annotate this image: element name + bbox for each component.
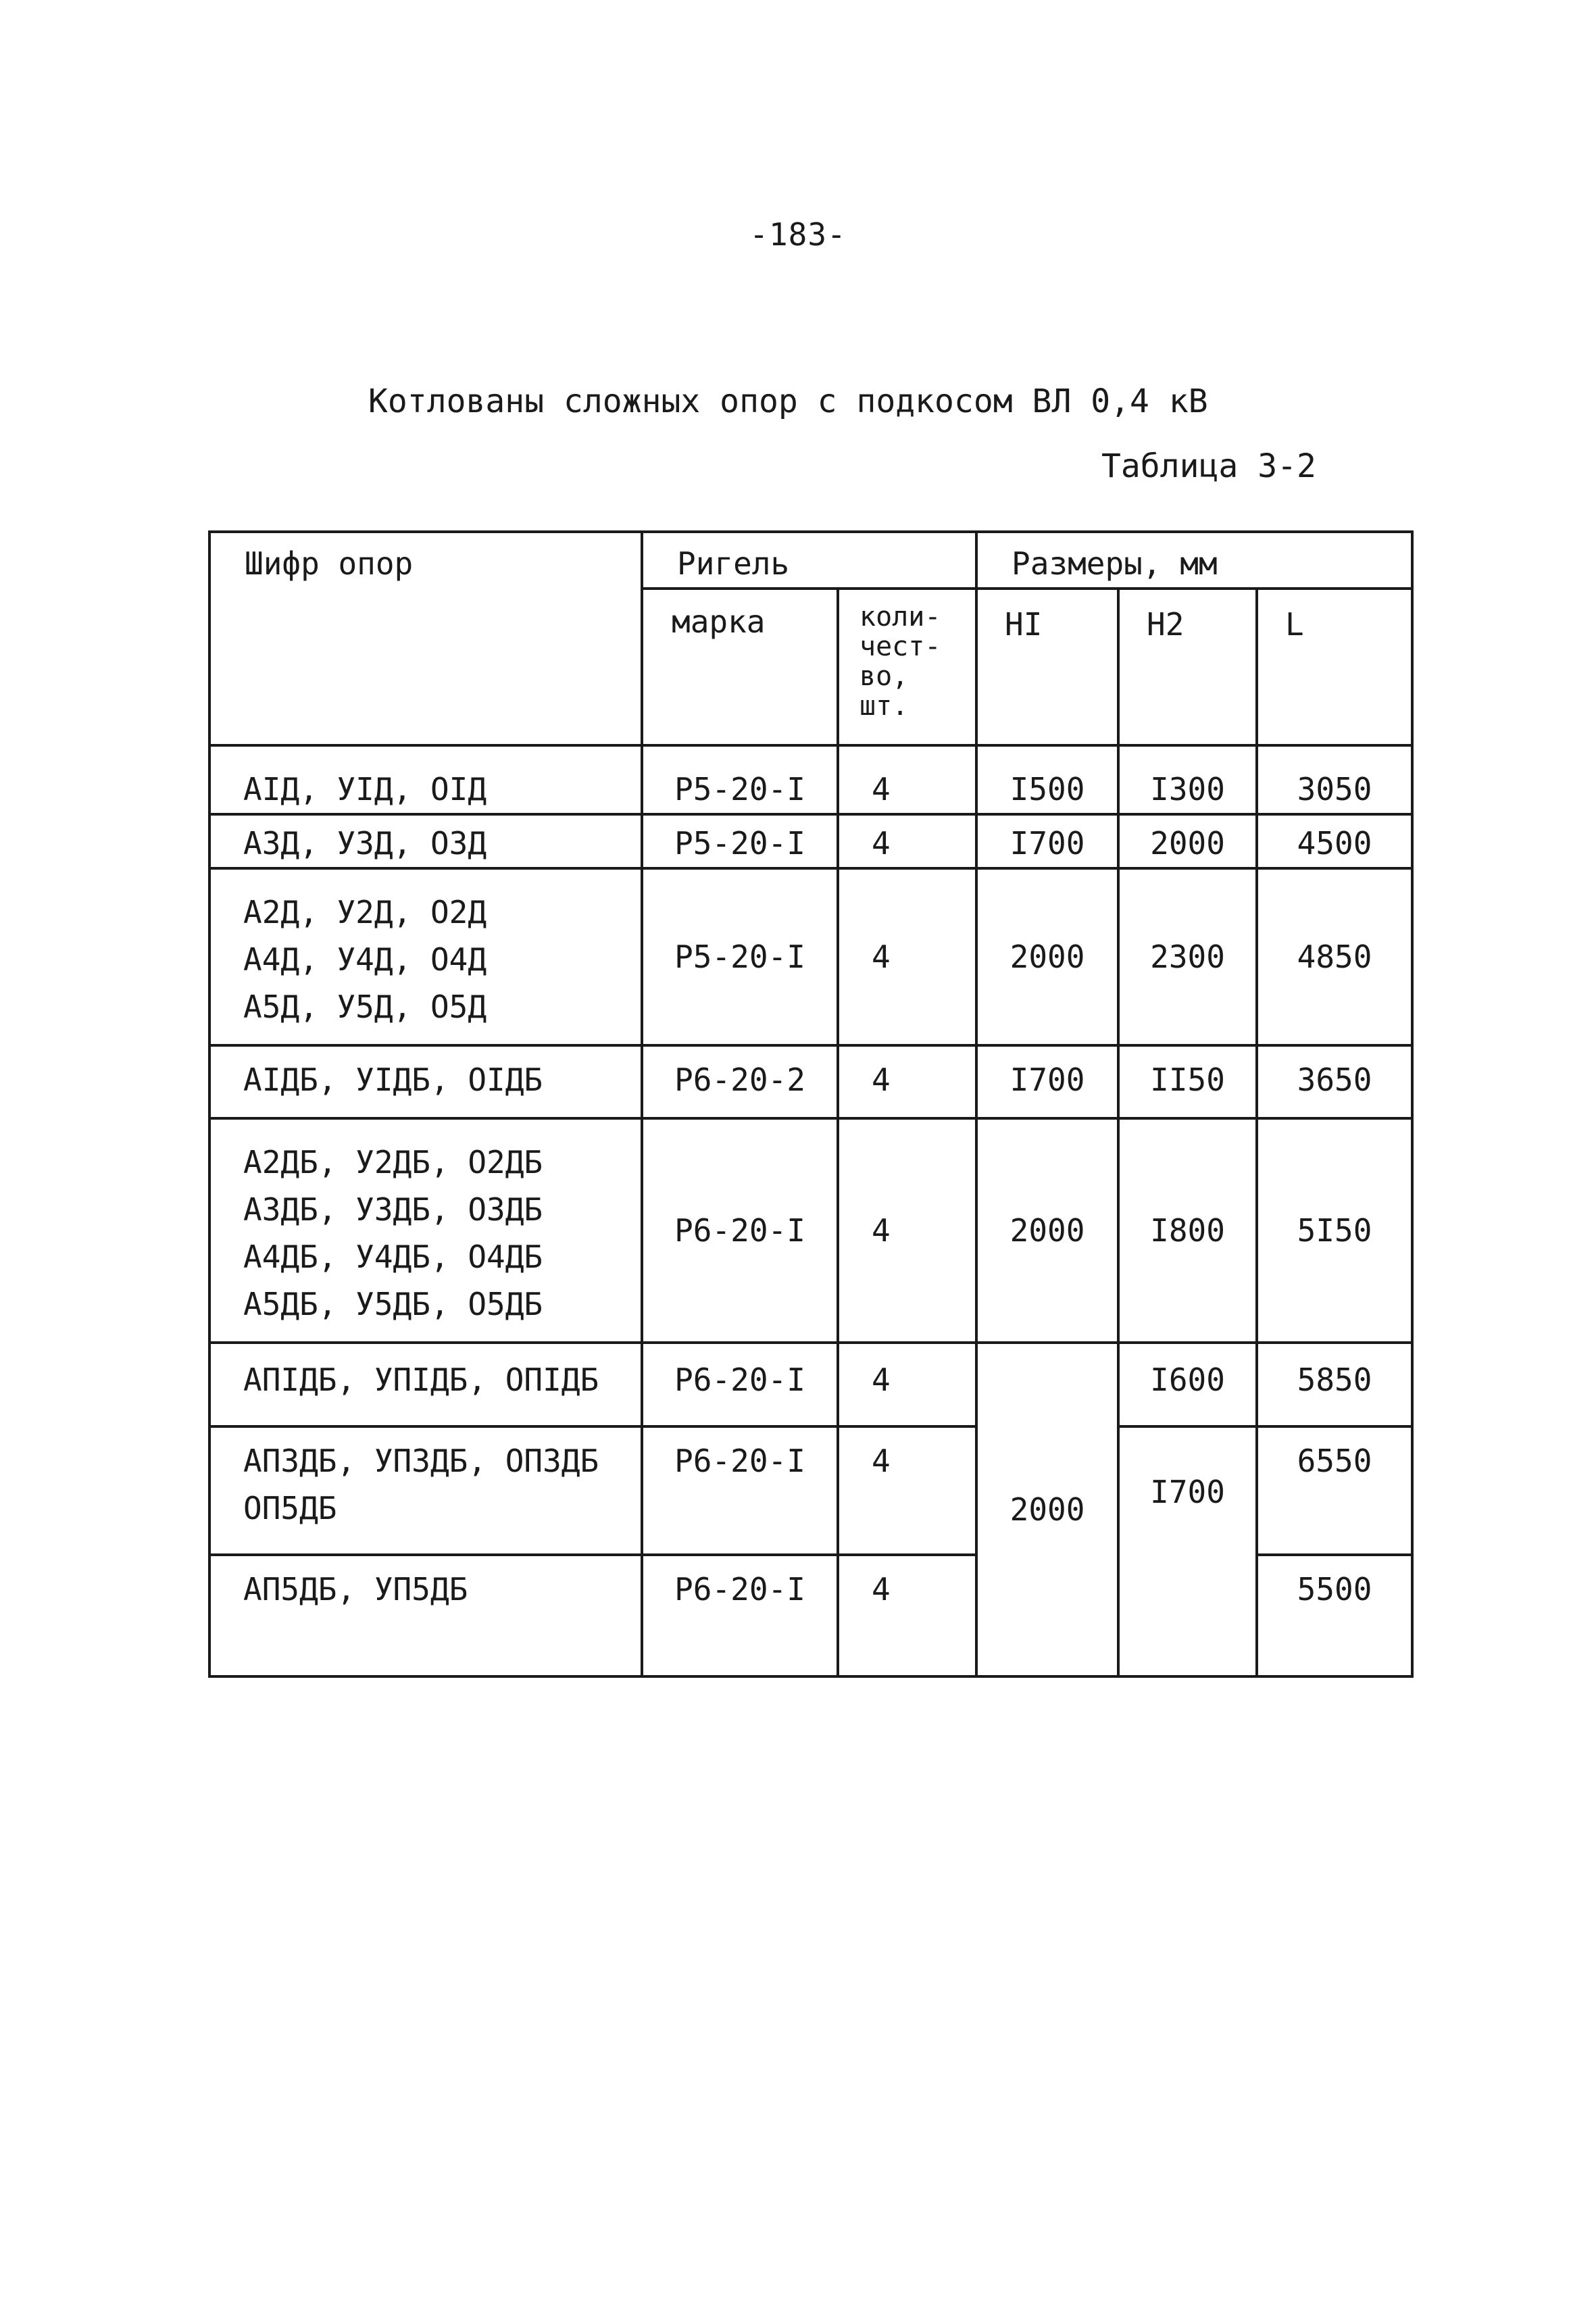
- cell-l: 4850: [1257, 868, 1412, 1045]
- cell-mark: Р6-20-I: [642, 1118, 838, 1343]
- cell-code: А2ДБ, У2ДБ, О2ДБ А3ДБ, У3ДБ, О3ДБ А4ДБ, У4ДБ, О4ДБ А5ДБ, У5ДБ, О5ДБ: [209, 1118, 642, 1343]
- cell-quantity: 4: [838, 814, 976, 868]
- cell-quantity: 4: [838, 745, 976, 814]
- header-mark: марка: [642, 589, 838, 745]
- table-row: [209, 814, 1412, 868]
- cell-l: 5I50: [1257, 1118, 1412, 1343]
- header-dimensions: Размеры, мм: [976, 532, 1412, 589]
- page-number: -183-: [749, 216, 847, 253]
- cell-l: 4500: [1257, 814, 1412, 868]
- cell-code: А3Д, У3Д, О3Д: [209, 814, 642, 868]
- header-h1: HI: [976, 589, 1118, 745]
- cell-mark: Р5-20-I: [642, 814, 838, 868]
- cell-l: 5850: [1257, 1343, 1412, 1426]
- cell-l: 6550: [1257, 1426, 1412, 1555]
- cell-quantity: 4: [838, 868, 976, 1045]
- cell-h2: I800: [1118, 1118, 1257, 1343]
- header-code: Шифр опор: [209, 532, 642, 745]
- cell-mark: Р5-20-I: [642, 868, 838, 1045]
- table-label: Таблица 3-2: [1101, 447, 1316, 485]
- header-h2: H2: [1118, 589, 1257, 745]
- cell-quantity: 4: [838, 1426, 976, 1555]
- table-row: [209, 745, 1412, 814]
- cell-quantity: 4: [838, 1045, 976, 1118]
- cell-h2: II50: [1118, 1045, 1257, 1118]
- table-row: [209, 1118, 1412, 1343]
- document-title: Котлованы сложных опор с подкосом ВЛ 0,4 кВ: [368, 382, 1208, 420]
- cell-h1: I700: [976, 1045, 1118, 1118]
- cell-h2: 2300: [1118, 868, 1257, 1045]
- cell-h1: 2000: [976, 868, 1118, 1045]
- cell-mark: Р5-20-I: [642, 745, 838, 814]
- cell-h1: I700: [976, 814, 1118, 868]
- cell-code: АIД, УIД, ОIД: [209, 745, 642, 814]
- cell-h2: I300: [1118, 745, 1257, 814]
- pit-dimensions-table: [208, 530, 1414, 1678]
- table-header-row: [209, 532, 1412, 589]
- cell-l: 3050: [1257, 745, 1412, 814]
- table-row: [209, 1343, 1412, 1426]
- cell-l: 3650: [1257, 1045, 1412, 1118]
- cell-mark: Р6-20-I: [642, 1343, 838, 1426]
- cell-code: АП3ДБ, УП3ДБ, ОП3ДБ ОП5ДБ: [209, 1426, 642, 1555]
- cell-code: АПIДБ, УПIДБ, ОПIДБ: [209, 1343, 642, 1426]
- cell-mark: Р6-20-I: [642, 1426, 838, 1555]
- cell-quantity: 4: [838, 1343, 976, 1426]
- table-row: [209, 1426, 1412, 1555]
- cell-code: А2Д, У2Д, О2Д А4Д, У4Д, О4Д А5Д, У5Д, О5Д: [209, 868, 642, 1045]
- cell-h1: I500: [976, 745, 1118, 814]
- table-row: [209, 1045, 1412, 1118]
- cell-mark: Р6-20-I: [642, 1555, 838, 1676]
- cell-quantity: 4: [838, 1118, 976, 1343]
- table-row: [209, 868, 1412, 1045]
- header-quantity: коли- чест- во, шт.: [838, 589, 976, 745]
- cell-h2: 2000: [1118, 814, 1257, 868]
- cell-h2-merged: I700: [1118, 1426, 1257, 1676]
- cell-quantity: 4: [838, 1555, 976, 1676]
- cell-h2: I600: [1118, 1343, 1257, 1426]
- cell-l: 5500: [1257, 1555, 1412, 1676]
- cell-h1-merged: 2000: [976, 1343, 1118, 1676]
- cell-code: АIДБ, УIДБ, ОIДБ: [209, 1045, 642, 1118]
- header-l: L: [1257, 589, 1412, 745]
- cell-code: АП5ДБ, УП5ДБ: [209, 1555, 642, 1676]
- header-crossbar: Ригель: [642, 532, 976, 589]
- cell-mark: Р6-20-2: [642, 1045, 838, 1118]
- cell-h1: 2000: [976, 1118, 1118, 1343]
